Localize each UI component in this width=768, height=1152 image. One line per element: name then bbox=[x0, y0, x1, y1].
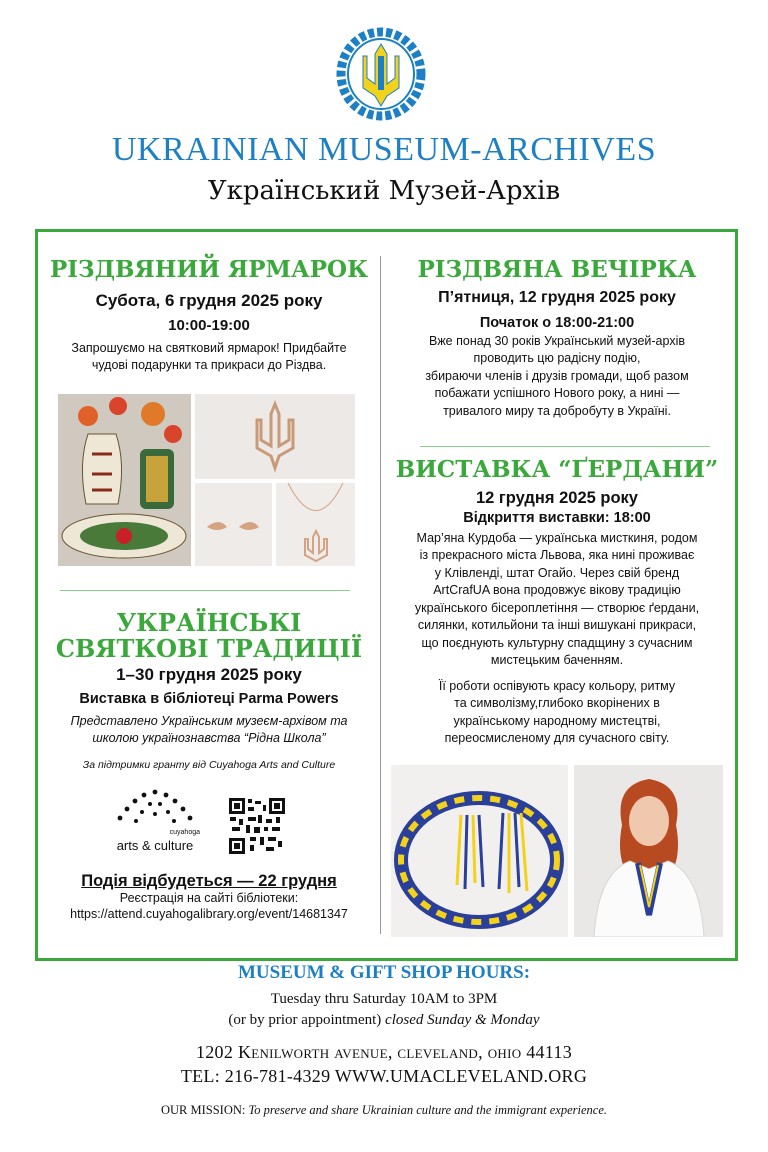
party-time: Початок о 18:00-21:00 bbox=[479, 314, 635, 331]
fair-desc-1: Запрошуємо на святковий ярмарок! Придбайте bbox=[71, 340, 347, 355]
party-line-2: проводить цю радісну подію, bbox=[473, 351, 641, 366]
mission-label: OUR MISSION: bbox=[160, 1103, 246, 1117]
party-line-3: збираючи членів і друзів громади, щоб разом bbox=[425, 368, 689, 383]
traditions-heading-1: УКРАЇНСЬКІ bbox=[116, 608, 302, 637]
beaded-necklace-photo bbox=[391, 765, 568, 937]
right-divider bbox=[420, 446, 710, 447]
exhibit-p2-line-1: Її роботи оспівують красу кольору, ритму bbox=[438, 678, 676, 693]
traditions-heading-2: СВЯТКОВІ ТРАДИЦІЇ bbox=[55, 633, 363, 663]
arts-culture-logo bbox=[110, 788, 200, 854]
traditions-dates: 1–30 грудня 2025 року bbox=[116, 664, 302, 684]
exhibit-paragraph-2 bbox=[392, 678, 722, 748]
fair-section bbox=[44, 258, 374, 375]
exhibit-p1-line-7: що поєднують культурну спадщину з сучасним bbox=[421, 635, 693, 650]
party-heading: РІЗДВЯНА ВЕЧІРКА bbox=[417, 256, 697, 283]
exhibit-p2-line-4: переосмисленому для сучасного світу. bbox=[444, 731, 670, 746]
exhibit-p1-line-2: із прекрасного міста Львова, яка нині проживає bbox=[419, 548, 695, 563]
trident-pendant-photo bbox=[195, 394, 355, 479]
mission bbox=[0, 1103, 768, 1118]
mission-text: To preserve and share Ukrainian culture and the immigrant experience. bbox=[248, 1103, 608, 1117]
fair-time: 10:00-19:00 bbox=[168, 316, 250, 334]
hours-heading: MUSEUM & GIFT SHOP HOURS: bbox=[237, 962, 531, 983]
address: 1202 Kenilworth avenue, cleveland, ohio 44113 bbox=[195, 1042, 573, 1062]
column-divider bbox=[380, 256, 381, 934]
party-line-5: тривалого миру та добробуту в Україні. bbox=[443, 403, 671, 418]
arts-culture-label: arts & culture bbox=[116, 838, 194, 853]
fair-date: Субота, 6 грудня 2025 року bbox=[95, 290, 323, 310]
left-divider bbox=[60, 590, 350, 591]
exhibit-date: 12 грудня 2025 року bbox=[476, 488, 638, 507]
hours-closed: closed Sunday & Monday bbox=[385, 1012, 540, 1028]
phone-website[interactable]: TEL: 216-781-4329 WWW.UMACLEVELAND.ORG bbox=[180, 1066, 588, 1086]
hours-line-1: Tuesday thru Saturday 10AM to 3PM bbox=[270, 991, 498, 1007]
earrings-photo bbox=[195, 483, 272, 566]
exhibit-p2-line-2: та символізму,глибоко вкорінених в bbox=[454, 696, 660, 711]
exhibit-heading: ВИСТАВКА “ҐЕРДАНИ” bbox=[395, 456, 719, 483]
traditions-section bbox=[44, 610, 374, 771]
traditions-presented-2: школою українознавства “Рідна Школа” bbox=[92, 731, 326, 746]
traditions-event-info bbox=[44, 872, 374, 922]
exhibit-p2-line-3: українському народному мистецтві, bbox=[453, 713, 661, 728]
exhibit-p1-line-1: Мар’яна Курдоба — українська мисткиня, родом bbox=[416, 530, 698, 545]
registration-label: Реєстрація на сайті бібліотеки: bbox=[119, 891, 299, 905]
exhibit-p1-line-8: мистецьким баченням. bbox=[490, 653, 624, 668]
traditions-grant: За підтримки гранту від Cuyahoga Arts and Culture bbox=[82, 758, 336, 771]
exhibit-p1-line-4: ArtCrafUA вона продовжує вікову традицію bbox=[433, 583, 681, 598]
traditions-presented-1: Представлено Українським музеєм-архівом та bbox=[70, 713, 348, 728]
exhibit-opening: Відкриття виставки: 18:00 bbox=[463, 509, 651, 526]
hours-line-2 bbox=[0, 1012, 768, 1029]
title-en: UKRAINIAN MUSEUM-ARCHIVES bbox=[111, 131, 657, 168]
title-ua: Український Музей-Архів bbox=[207, 176, 561, 206]
party-date: П’ятниця, 12 грудня 2025 року bbox=[438, 288, 676, 306]
exhibit-paragraph-1 bbox=[392, 530, 722, 670]
party-section bbox=[392, 258, 722, 420]
party-line-1: Вже понад 30 років Український музей-архів bbox=[428, 333, 685, 348]
qr-code-icon[interactable] bbox=[228, 797, 286, 855]
exhibit-p1-line-5: українського бісероплетіння — створює ґердани, bbox=[414, 600, 700, 615]
exhibit-p1-line-6: силянки, котильйони та інші вишукані прикраси, bbox=[417, 618, 697, 633]
fair-desc-2: чудові подарунки та прикраси до Різдва. bbox=[91, 358, 327, 373]
trident-wreath-logo bbox=[335, 26, 427, 122]
party-line-4: побажати успішного Нового року, а нині — bbox=[434, 386, 680, 401]
artist-portrait-photo bbox=[574, 765, 723, 937]
exhibit-section bbox=[392, 458, 722, 748]
necklace-photo bbox=[276, 483, 355, 566]
pottery-photo bbox=[58, 394, 191, 566]
cuyahoga-label: cuyahoga bbox=[169, 829, 200, 836]
fair-heading: РІЗДВЯНИЙ ЯРМАРОК bbox=[49, 256, 369, 283]
hours-appointment: (or by prior appointment) bbox=[228, 1012, 382, 1028]
registration-url[interactable]: https://attend.cuyahogalibrary.org/event/14681347 bbox=[70, 906, 348, 921]
traditions-venue: Виставка в бібліотеці Parma Powers bbox=[79, 690, 339, 707]
exhibit-p1-line-3: у Клівленді, штат Огайо. Через свій бренд bbox=[434, 565, 680, 580]
event-date: Подія відбудеться — 22 грудня bbox=[81, 872, 337, 890]
